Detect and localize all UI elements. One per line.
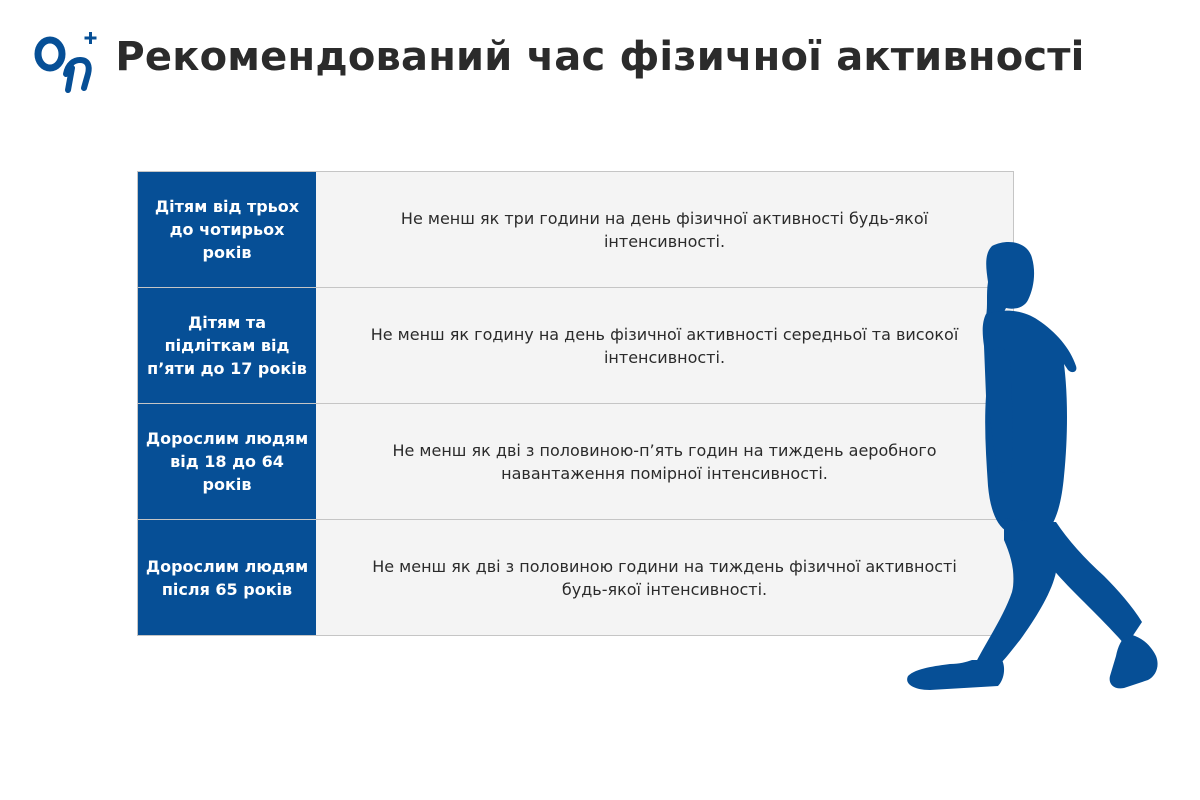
recommendation-cell: Не менш як годину на день фізичної активності середньої та високої інтенсивності. [370, 324, 959, 367]
age-group-cell: Дорослим людям після 65 років [138, 520, 316, 635]
page-title: Рекомендований час фізичної активності [115, 34, 1085, 80]
age-group-cell: Дітям та підліткам від п’яти до 17 років [138, 288, 316, 403]
activity-table [137, 171, 1014, 636]
recommendation-cell: Не менш як дві з половиною години на тиждень фізичної активності будь-якої інтенсивності. [372, 556, 957, 599]
table-row [138, 172, 1013, 287]
recommendation-cell: Не менш як три години на день фізичної активності будь-якої інтенсивності. [400, 208, 929, 251]
table-row [138, 519, 1013, 635]
table-row [138, 287, 1013, 403]
age-group-cell: Дорослим людям від 18 до 64 років [138, 404, 316, 519]
age-group-cell: Дітям від трьох до чотирьох років [138, 172, 316, 287]
walking-person-silhouette-icon [900, 236, 1165, 696]
recommendation-cell: Не менш як дві з половиною-п’ять годин на тиждень аеробного навантаження помірної інтенсивності. [392, 440, 937, 483]
table-row [138, 403, 1013, 519]
